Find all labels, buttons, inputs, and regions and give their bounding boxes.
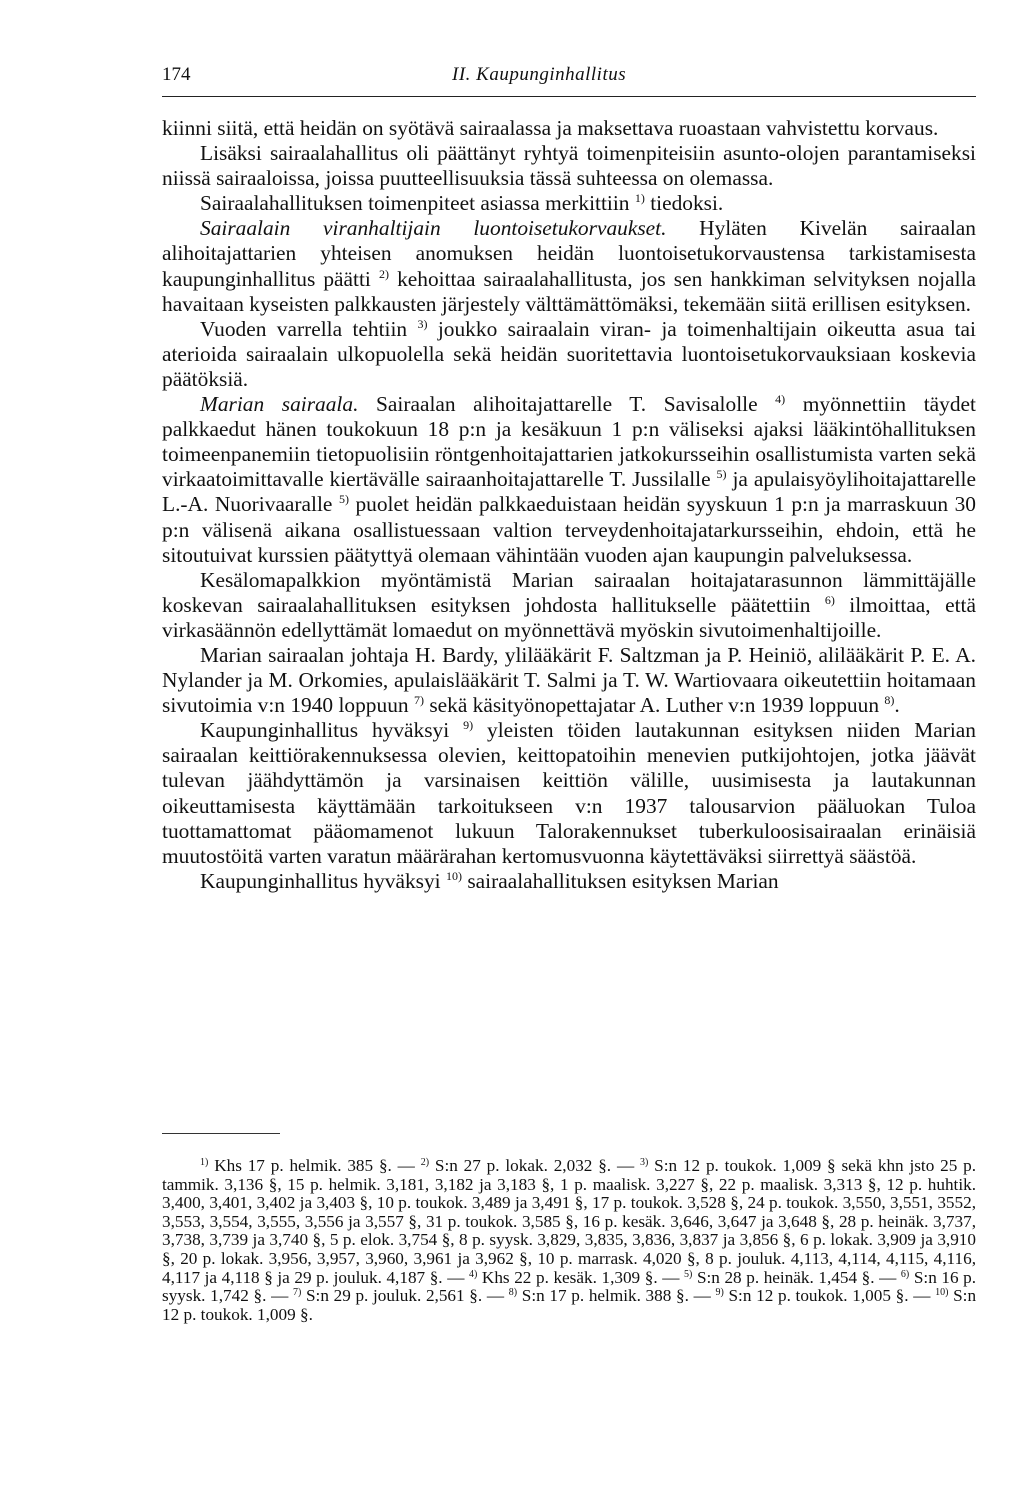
footnote-2: S:n 27 p. lokak. 2,032 §. — xyxy=(434,1156,635,1175)
paragraph-text: puolet heidän palkkaeduistaan heidän syyskuun 1 p:n ja marraskuun 30 p:n välisenä aikana osallistuessaan valtion terveydenhoitajatarkursseihin, ehdoin, että he sitoutuivat kurssien päätyttyä olemaan vähintään vuoden ajan kaupungin palveluksessa. xyxy=(162,492,976,567)
paragraph-text: ilmoittaa, että virkasäännön edellyttämät lomaedut on myönnettävä myöskin sivutoimenhaltijoille. xyxy=(162,592,976,642)
footnote-5: S:n 28 p. heinäk. 1,454 §. — xyxy=(696,1267,897,1287)
paragraph-text: Sairaalahallituksen toimenpiteet asiassa merkittiin xyxy=(200,191,630,216)
footnote-8: S:n 17 p. helmik. 388 §. — xyxy=(521,1286,711,1306)
paragraph-2 xyxy=(162,141,976,191)
footnote-ref-2: 2) xyxy=(378,266,389,281)
paragraph-6 xyxy=(162,392,976,568)
footnote-mark: 9) xyxy=(715,1287,724,1299)
footnote-mark: 4) xyxy=(468,1268,478,1280)
running-title: II. Kaupunginhallitus xyxy=(452,64,627,85)
footnote-mark: 7) xyxy=(292,1287,302,1299)
section-heading: Sairaalain viranhaltijain luontoisetukorvaukset. xyxy=(200,216,667,241)
body-text xyxy=(162,116,976,894)
footnote-mark: 10) xyxy=(935,1287,949,1299)
footnote-mark: 2) xyxy=(420,1157,430,1168)
footnote-divider xyxy=(162,1133,280,1134)
footnote-ref-1: 1) xyxy=(634,191,645,206)
paragraph-text: Vuoden varrella tehtiin xyxy=(200,316,408,341)
paragraph-text: joukko sairaalain viran- ja toimenhaltijain oikeutta asua tai aterioida sairaalain ulkopuolella sekä heidän suoritettavia luontoisetukorvauksiaan koskevia päätöksiä. xyxy=(162,316,976,391)
paragraph-text: Hyläten Kivelän sairaalan alihoitajattarien yhteisen anomuksen heidän luontoisetukorvaustensa tarkistamisesta kaupunginhallitus päätti xyxy=(162,216,976,291)
paragraph-text: ja apulaisyöylihoitajattarelle L.-A. Nuorivaaralle xyxy=(162,467,976,517)
paragraph-text: Kesälomapalkkion myöntämistä Marian sairaalan hoitajatarasunnon lämmittäjälle koskevan sairaalahallituksen esityksen johdosta hallitukselle päätettiin xyxy=(162,567,976,617)
paragraph-text: Kaupunginhallitus hyväksyi xyxy=(200,868,441,893)
paragraph-text: Lisäksi sairaalahallitus oli päättänyt ryhtyä toimenpiteisiin asunto-olojen parantamiseksi niissä sairaaloissa, joissa puutteellisuuksia tässä suhteessa on olemassa. xyxy=(162,141,976,191)
paragraph-7 xyxy=(162,568,976,643)
footnote-ref-4: 4) xyxy=(775,392,786,407)
paragraph-text: yleisten töiden lautakunnan esityksen niiden Marian sairaalan keittiörakennuksessa olevien, keittopatoihin menevien putkijohtojen, jotka jäävät tulevan jäähdyttämön ja varsinaisen keittiön välille, uusimisesta ja lautakunnan oikeuttamisesta käyttämään tarkoitukseen v:n 1937 talousarvion pääluokan Tuloa tuottamattomat pääomamenot lukuun Talorakennukset tuberkuloosisairaalan erinäisiä muutostöitä varten varatun määrärahan kertomusvuonna käytettäväksi siirrettyä säästöä. xyxy=(162,718,977,868)
paragraph-9 xyxy=(162,718,976,869)
footnote-mark: 1) xyxy=(200,1157,209,1168)
footnote-ref-5b: 5) xyxy=(338,492,349,507)
paragraph-4 xyxy=(162,216,976,316)
footnote-ref-3: 3) xyxy=(417,316,428,331)
footnote-ref-7: 7) xyxy=(413,693,424,708)
section-heading: Marian sairaala. xyxy=(200,392,359,417)
footnote-ref-10: 10) xyxy=(445,868,462,883)
paragraph-text: Kaupunginhallitus hyväksyi xyxy=(200,718,450,743)
page-header xyxy=(162,56,976,97)
footnote-ref-5: 5) xyxy=(716,467,727,482)
paragraph-text: kiinni siitä, että heidän on syötävä sairaalassa ja maksettava ruoastaan vahvistettu korvaus. xyxy=(162,116,939,140)
footnote-7: S:n 29 p. jouluk. 2,561 §. — xyxy=(305,1286,505,1306)
footnote-mark: 3) xyxy=(639,1157,649,1168)
footnote-mark: 8) xyxy=(508,1287,518,1299)
footnote-mark: 5) xyxy=(684,1268,693,1280)
paragraph-text: . xyxy=(894,693,900,718)
paragraph-text: kehoittaa sairaalahallitusta, jos sen hankkiman selvityksen nojalla havaitaan kyseisten palkkausten järjestely välttämättömäksi, tekemään siitä erillisen esityksen. xyxy=(162,266,977,316)
footnote-1: Khs 17 p. helmik. 385 §. — xyxy=(214,1156,415,1175)
footnote-mark: 6) xyxy=(900,1268,910,1280)
footnote-6: S:n 16 p. syysk. 1,742 §. — xyxy=(162,1267,977,1306)
footnote-4: Khs 22 p. kesäk. 1,309 §. — xyxy=(481,1267,680,1287)
paragraph-text: sairaalahallituksen esityksen Marian xyxy=(467,868,779,893)
footnotes xyxy=(162,1157,976,1324)
paragraph-1 xyxy=(162,116,976,141)
paragraph-text: myönnettiin täydet palkkaedut hänen toukokuun 18 p:n ja kesäkuun 1 p:n väliseksi ajaksi lääkintöhallituksen toimeenpanemiin tietopuolisiin röntgenhoitajattarien jatkokursseihin osallistumista varten sekä virkaatoimittavalle kiertävälle sairaanhoitajattarelle T. Jussilalle xyxy=(162,392,976,492)
paragraph-10 xyxy=(162,869,976,894)
paragraph-text: Marian sairaalan johtaja H. Bardy, ylilääkärit F. Saltzman ja P. Heiniö, alilääkärit P. E. A. Nylander ja M. Orkomies, apulaislääkärit T. Salmi ja T. W. Wartiovaara oikeutettiin hoitamaan sivutoimia v:n 1940 loppuun xyxy=(162,642,976,718)
footnote-10: S:n 12 p. toukok. 1,009 §. xyxy=(162,1286,977,1324)
footnote-ref-8: 8) xyxy=(884,693,895,708)
paragraph-8 xyxy=(162,643,976,718)
paragraph-3 xyxy=(162,191,976,216)
paragraph-text: tiedoksi. xyxy=(650,191,724,216)
page-number: 174 xyxy=(162,64,191,85)
paragraph-5 xyxy=(162,317,976,392)
paragraph-text: Sairaalan alihoitajattarelle T. Savisalolle xyxy=(376,392,758,417)
footnote-ref-6: 6) xyxy=(824,592,835,607)
footnote-ref-9: 9) xyxy=(463,718,474,733)
footnote-3: S:n 12 p. toukok. 1,009 § sekä khn jsto 25 p. tammik. 3,136 §, 15 p. helmik. 3,181, 3,182 ja 3,183 §, 1 p. maalisk. 3,227 §, 22 p. maalisk. 3,313 §, 12 p. huhtik. 3,400, 3,401, 3,402 ja 3,403 §, 10 p. toukok. 3,489 ja 3,491 §, 17 p. toukok. 3,528 §, 24 p. toukok. 3,550, 3,551, 3552, 3,553, 3,554, 3,555, 3,556 ja 3,557 §, 31 p. toukok. 3,585 §, 16 p. kesäk. 3,646, 3,647 ja 3,648 §, 28 p. heinäk. 3,737, 3,738, 3,739 ja 3,740 §, 5 p. elok. 3,754 §, 8 p. syysk. 3,829, 3,835, 3,836, 3,837 ja 3,856 §, 6 p. lokak. 3,909 ja 3,910 §, 20 p. lokak. 3,956, 3,957, 3,960, 3,961 ja 3,962 §, 10 p. marrask. 4,020 §, 8 p. jouluk. 4,113, 4,114, 4,115, 4,116, 4,117 ja 4,118 § ja 29 p. jouluk. 4,187 §. — xyxy=(162,1156,977,1287)
paragraph-text: sekä käsityönopettajatar A. Luther v:n 1939 loppuun xyxy=(429,693,880,718)
footnote-9: S:n 12 p. toukok. 1,005 §. — xyxy=(728,1286,931,1306)
